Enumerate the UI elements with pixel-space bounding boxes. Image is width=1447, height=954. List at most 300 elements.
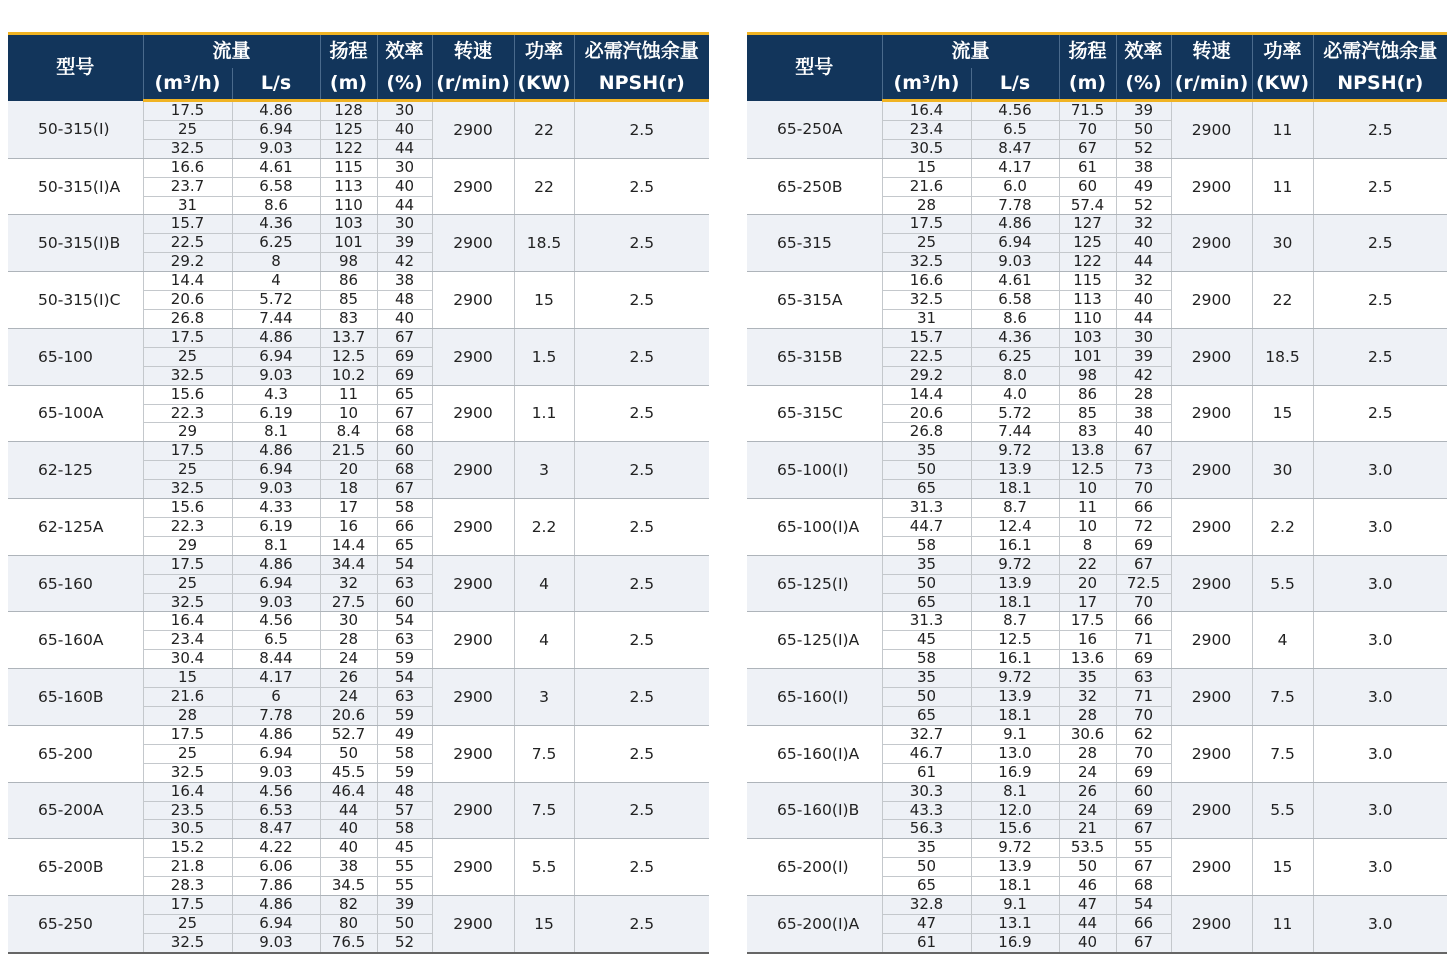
flow-ls-cell: 18.1 [971,877,1059,896]
model-cell: 50-315(I)C [8,272,143,329]
flow-m3h-cell: 32.5 [143,366,232,385]
head-cell: 28 [1059,707,1116,726]
col-header-flow-m3h: (m³/h) [143,68,232,101]
efficiency-cell: 58 [377,744,432,763]
flow-ls-cell: 9.72 [971,442,1059,461]
flow-m3h-cell: 17.5 [143,101,232,121]
flow-ls-cell: 4.86 [232,328,320,347]
flow-ls-cell: 9.03 [971,253,1059,272]
efficiency-cell: 66 [1116,499,1171,518]
efficiency-cell: 58 [377,499,432,518]
flow-ls-cell: 12.5 [971,631,1059,650]
flow-ls-cell: 4.61 [971,272,1059,291]
model-group [747,158,1447,215]
model-cell: 62-125 [8,442,143,499]
speed-cell: 2900 [432,328,514,385]
speed-cell: 2900 [1171,272,1252,329]
flow-ls-cell: 4.0 [971,385,1059,404]
npsh-cell: 3.0 [1313,725,1447,782]
table-row [8,272,709,291]
head-cell: 53.5 [1059,839,1116,858]
head-cell: 10 [1059,480,1116,499]
head-cell: 10 [1059,517,1116,536]
efficiency-cell: 67 [1116,555,1171,574]
efficiency-cell: 38 [1116,158,1171,177]
flow-m3h-cell: 25 [143,120,232,139]
efficiency-cell: 49 [1116,177,1171,196]
flow-m3h-cell: 16.4 [143,782,232,801]
model-cell: 65-250 [8,896,143,953]
flow-ls-cell: 8.1 [971,782,1059,801]
speed-cell: 2900 [432,158,514,215]
table-row [747,442,1447,461]
col-header-efficiency: 效率 [377,34,432,69]
flow-ls-cell: 6.53 [232,801,320,820]
power-cell: 15 [1252,839,1313,896]
flow-m3h-cell: 15.2 [143,839,232,858]
efficiency-cell: 69 [377,366,432,385]
efficiency-cell: 72 [1116,517,1171,536]
flow-m3h-cell: 32.8 [882,896,971,915]
head-cell: 11 [1059,499,1116,518]
head-cell: 14.4 [320,536,377,555]
table-row [747,839,1447,858]
head-cell: 20 [1059,574,1116,593]
col-header-speed: 转速 [1171,34,1252,69]
head-cell: 22 [1059,555,1116,574]
model-cell: 65-315C [747,385,882,442]
efficiency-cell: 40 [1116,291,1171,310]
efficiency-cell: 59 [377,707,432,726]
col-header-flow-ls: L/s [232,68,320,101]
flow-m3h-cell: 21.6 [143,688,232,707]
head-cell: 80 [320,914,377,933]
flow-m3h-cell: 17.5 [143,442,232,461]
head-cell: 32 [1059,688,1116,707]
flow-ls-cell: 8.47 [232,820,320,839]
flow-m3h-cell: 31.3 [882,499,971,518]
efficiency-cell: 66 [377,517,432,536]
head-cell: 11 [320,385,377,404]
model-group [747,328,1447,385]
power-cell: 1.1 [514,385,574,442]
efficiency-cell: 63 [1116,669,1171,688]
flow-ls-cell: 7.44 [232,309,320,328]
table-row [747,215,1447,234]
efficiency-cell: 66 [1116,612,1171,631]
npsh-cell: 2.5 [1313,158,1447,215]
efficiency-cell: 52 [1116,196,1171,215]
col-header-power: 功率 [1252,34,1313,69]
table-row [8,669,709,688]
efficiency-cell: 40 [377,120,432,139]
efficiency-cell: 44 [1116,253,1171,272]
flow-ls-cell: 8.6 [971,309,1059,328]
head-cell: 103 [1059,328,1116,347]
head-cell: 85 [320,291,377,310]
flow-m3h-cell: 61 [882,763,971,782]
head-cell: 27.5 [320,593,377,612]
flow-m3h-cell: 28 [882,196,971,215]
speed-cell: 2900 [1171,782,1252,839]
flow-ls-cell: 6.19 [232,404,320,423]
head-cell: 17 [320,499,377,518]
head-cell: 86 [1059,385,1116,404]
speed-cell: 2900 [1171,669,1252,726]
flow-m3h-cell: 17.5 [143,555,232,574]
table-row [747,328,1447,347]
npsh-cell: 2.5 [574,725,709,782]
efficiency-cell: 30 [377,158,432,177]
flow-m3h-cell: 15 [882,158,971,177]
efficiency-cell: 69 [1116,763,1171,782]
speed-cell: 2900 [432,896,514,953]
efficiency-cell: 69 [1116,536,1171,555]
flow-ls-cell: 4.17 [232,669,320,688]
model-cell: 65-100(I)A [747,499,882,556]
power-cell: 3 [514,442,574,499]
flow-ls-cell: 6.94 [232,461,320,480]
npsh-cell: 2.5 [1313,328,1447,385]
head-cell: 13.8 [1059,442,1116,461]
efficiency-cell: 48 [377,782,432,801]
head-cell: 32 [320,574,377,593]
flow-ls-cell: 6.94 [232,914,320,933]
head-cell: 83 [320,309,377,328]
model-cell: 65-160(I)B [747,782,882,839]
npsh-cell: 2.5 [574,839,709,896]
head-cell: 67 [1059,139,1116,158]
npsh-cell: 3.0 [1313,669,1447,726]
speed-cell: 2900 [1171,101,1252,159]
npsh-cell: 2.5 [1313,272,1447,329]
efficiency-cell: 63 [377,574,432,593]
table-row [8,839,709,858]
model-cell: 62-125A [8,499,143,556]
flow-m3h-cell: 21.8 [143,858,232,877]
flow-m3h-cell: 35 [882,669,971,688]
flow-ls-cell: 13.9 [971,858,1059,877]
table-row [747,612,1447,631]
efficiency-cell: 68 [1116,877,1171,896]
npsh-cell: 3.0 [1313,499,1447,556]
efficiency-cell: 50 [1116,120,1171,139]
head-cell: 113 [320,177,377,196]
model-cell: 65-200B [8,839,143,896]
head-cell: 24 [1059,763,1116,782]
flow-m3h-cell: 22.3 [143,517,232,536]
flow-ls-cell: 9.03 [232,366,320,385]
flow-ls-cell: 9.72 [971,555,1059,574]
flow-ls-cell: 13.1 [971,914,1059,933]
npsh-cell: 2.5 [574,555,709,612]
flow-m3h-cell: 30.3 [882,782,971,801]
flow-m3h-cell: 30.5 [143,820,232,839]
head-cell: 30.6 [1059,725,1116,744]
flow-ls-cell: 5.72 [971,404,1059,423]
flow-ls-cell: 13.9 [971,574,1059,593]
efficiency-cell: 38 [377,272,432,291]
pump-spec-table-left [8,32,709,954]
flow-m3h-cell: 15.6 [143,385,232,404]
head-cell: 21 [1059,820,1116,839]
flow-ls-cell: 9.72 [971,669,1059,688]
col-header-flow: 流量 [882,34,1059,69]
flow-ls-cell: 4.86 [971,215,1059,234]
col-header-efficiency: 效率 [1116,34,1171,69]
efficiency-cell: 63 [377,631,432,650]
head-cell: 13.7 [320,328,377,347]
efficiency-cell: 40 [1116,234,1171,253]
head-cell: 18 [320,480,377,499]
head-cell: 26 [1059,782,1116,801]
npsh-cell: 2.5 [1313,101,1447,159]
flow-m3h-cell: 25 [143,744,232,763]
model-group [8,499,709,556]
npsh-cell: 2.5 [574,101,709,159]
head-cell: 52.7 [320,725,377,744]
head-cell: 46.4 [320,782,377,801]
efficiency-cell: 68 [377,423,432,442]
flow-m3h-cell: 32.5 [143,933,232,952]
head-cell: 125 [1059,234,1116,253]
flow-m3h-cell: 15 [143,669,232,688]
efficiency-cell: 70 [1116,593,1171,612]
head-cell: 12.5 [320,347,377,366]
head-cell: 128 [320,101,377,121]
flow-ls-cell: 4.56 [232,782,320,801]
table-row [8,442,709,461]
head-cell: 98 [320,253,377,272]
model-cell: 65-315A [747,272,882,329]
model-group [747,272,1447,329]
model-group [747,101,1447,159]
power-cell: 7.5 [514,782,574,839]
table-row [8,215,709,234]
power-cell: 22 [514,158,574,215]
table-row [8,385,709,404]
flow-ls-cell: 8.6 [232,196,320,215]
model-cell: 65-250A [747,101,882,159]
efficiency-cell: 63 [377,688,432,707]
efficiency-cell: 69 [1116,650,1171,669]
efficiency-cell: 54 [377,555,432,574]
table-row [8,896,709,915]
flow-ls-cell: 4.56 [971,101,1059,121]
model-cell: 65-160(I)A [747,725,882,782]
model-group [747,782,1447,839]
head-cell: 20.6 [320,707,377,726]
head-cell: 40 [320,839,377,858]
efficiency-cell: 58 [377,820,432,839]
model-group [747,215,1447,272]
npsh-cell: 2.5 [574,499,709,556]
flow-ls-cell: 8.0 [971,366,1059,385]
model-group [747,442,1447,499]
flow-m3h-cell: 35 [882,442,971,461]
flow-ls-cell: 18.1 [971,593,1059,612]
npsh-cell: 2.5 [574,782,709,839]
speed-cell: 2900 [1171,385,1252,442]
flow-m3h-cell: 26.8 [143,309,232,328]
speed-cell: 2900 [1171,725,1252,782]
power-cell: 22 [1252,272,1313,329]
speed-cell: 2900 [432,725,514,782]
flow-ls-cell: 9.03 [232,139,320,158]
flow-m3h-cell: 58 [882,650,971,669]
flow-m3h-cell: 56.3 [882,820,971,839]
model-cell: 65-160B [8,669,143,726]
flow-ls-cell: 9.03 [232,480,320,499]
flow-m3h-cell: 25 [143,461,232,480]
flow-m3h-cell: 15.6 [143,499,232,518]
head-cell: 47 [1059,896,1116,915]
efficiency-cell: 39 [377,896,432,915]
head-cell: 8 [1059,536,1116,555]
flow-ls-cell: 4.86 [232,442,320,461]
flow-ls-cell: 8.7 [971,612,1059,631]
flow-ls-cell: 8.7 [971,499,1059,518]
flow-ls-cell: 4.17 [971,158,1059,177]
efficiency-cell: 60 [377,593,432,612]
col-header-speed: 转速 [432,34,514,69]
table-row [8,328,709,347]
flow-ls-cell: 6.19 [232,517,320,536]
table-row [8,101,709,121]
model-cell: 65-200 [8,725,143,782]
model-group [8,442,709,499]
head-cell: 127 [1059,215,1116,234]
model-group [8,215,709,272]
efficiency-cell: 40 [377,309,432,328]
head-cell: 20 [320,461,377,480]
efficiency-cell: 55 [377,858,432,877]
flow-m3h-cell: 61 [882,933,971,952]
efficiency-cell: 44 [377,139,432,158]
flow-ls-cell: 4.86 [232,896,320,915]
table-row [747,101,1447,121]
flow-ls-cell: 9.03 [232,933,320,952]
efficiency-cell: 66 [1116,914,1171,933]
head-cell: 70 [1059,120,1116,139]
efficiency-cell: 44 [1116,309,1171,328]
model-cell: 50-315(I) [8,101,143,159]
flow-ls-cell: 6.94 [232,347,320,366]
flow-m3h-cell: 29.2 [882,366,971,385]
npsh-cell: 3.0 [1313,839,1447,896]
head-cell: 50 [1059,858,1116,877]
power-cell: 15 [1252,385,1313,442]
head-cell: 98 [1059,366,1116,385]
head-cell: 40 [1059,933,1116,952]
power-cell: 5.5 [514,839,574,896]
flow-m3h-cell: 32.7 [882,725,971,744]
model-cell: 65-200A [8,782,143,839]
flow-ls-cell: 16.9 [971,763,1059,782]
flow-m3h-cell: 22.3 [143,404,232,423]
flow-ls-cell: 13.9 [971,461,1059,480]
flow-ls-cell: 6.58 [232,177,320,196]
flow-m3h-cell: 29.2 [143,253,232,272]
power-cell: 30 [1252,215,1313,272]
power-cell: 2.2 [514,499,574,556]
head-cell: 8.4 [320,423,377,442]
model-group [8,272,709,329]
col-header-head-unit: (m) [1059,68,1116,101]
flow-ls-cell: 9.1 [971,725,1059,744]
efficiency-cell: 39 [1116,101,1171,121]
flow-ls-cell: 6.5 [971,120,1059,139]
efficiency-cell: 65 [377,536,432,555]
efficiency-cell: 49 [377,725,432,744]
col-header-npsh-unit: NPSH(r) [574,68,709,101]
col-header-power-unit: (KW) [1252,68,1313,101]
head-cell: 101 [1059,347,1116,366]
table-row [8,499,709,518]
efficiency-cell: 70 [1116,744,1171,763]
head-cell: 115 [320,158,377,177]
head-cell: 17 [1059,593,1116,612]
model-group [8,669,709,726]
flow-m3h-cell: 25 [143,347,232,366]
head-cell: 61 [1059,158,1116,177]
model-group [747,499,1447,556]
model-cell: 65-160(I) [747,669,882,726]
power-cell: 15 [514,272,574,329]
flow-ls-cell: 6.25 [232,234,320,253]
flow-ls-cell: 12.4 [971,517,1059,536]
npsh-cell: 2.5 [574,669,709,726]
head-cell: 50 [320,744,377,763]
efficiency-cell: 72.5 [1116,574,1171,593]
head-cell: 110 [1059,309,1116,328]
power-cell: 11 [1252,896,1313,953]
flow-m3h-cell: 17.5 [143,328,232,347]
speed-cell: 2900 [432,612,514,669]
head-cell: 76.5 [320,933,377,952]
flow-ls-cell: 4.3 [232,385,320,404]
power-cell: 2.2 [1252,499,1313,556]
table-row [747,272,1447,291]
table-row [747,782,1447,801]
head-cell: 45.5 [320,763,377,782]
model-group [8,612,709,669]
efficiency-cell: 69 [1116,801,1171,820]
efficiency-cell: 48 [377,291,432,310]
flow-ls-cell: 13.9 [971,688,1059,707]
flow-ls-cell: 4.36 [232,215,320,234]
flow-ls-cell: 7.44 [971,423,1059,442]
flow-m3h-cell: 22.5 [882,347,971,366]
head-cell: 113 [1059,291,1116,310]
flow-m3h-cell: 14.4 [143,272,232,291]
power-cell: 7.5 [1252,725,1313,782]
flow-m3h-cell: 26.8 [882,423,971,442]
speed-cell: 2900 [432,215,514,272]
power-cell: 5.5 [1252,555,1313,612]
efficiency-cell: 28 [1116,385,1171,404]
npsh-cell: 3.0 [1313,555,1447,612]
head-cell: 44 [320,801,377,820]
flow-ls-cell: 16.9 [971,933,1059,952]
head-cell: 60 [1059,177,1116,196]
power-cell: 5.5 [1252,782,1313,839]
speed-cell: 2900 [1171,499,1252,556]
flow-m3h-cell: 20.6 [882,404,971,423]
model-group [8,385,709,442]
npsh-cell: 2.5 [1313,215,1447,272]
table-row [747,158,1447,177]
